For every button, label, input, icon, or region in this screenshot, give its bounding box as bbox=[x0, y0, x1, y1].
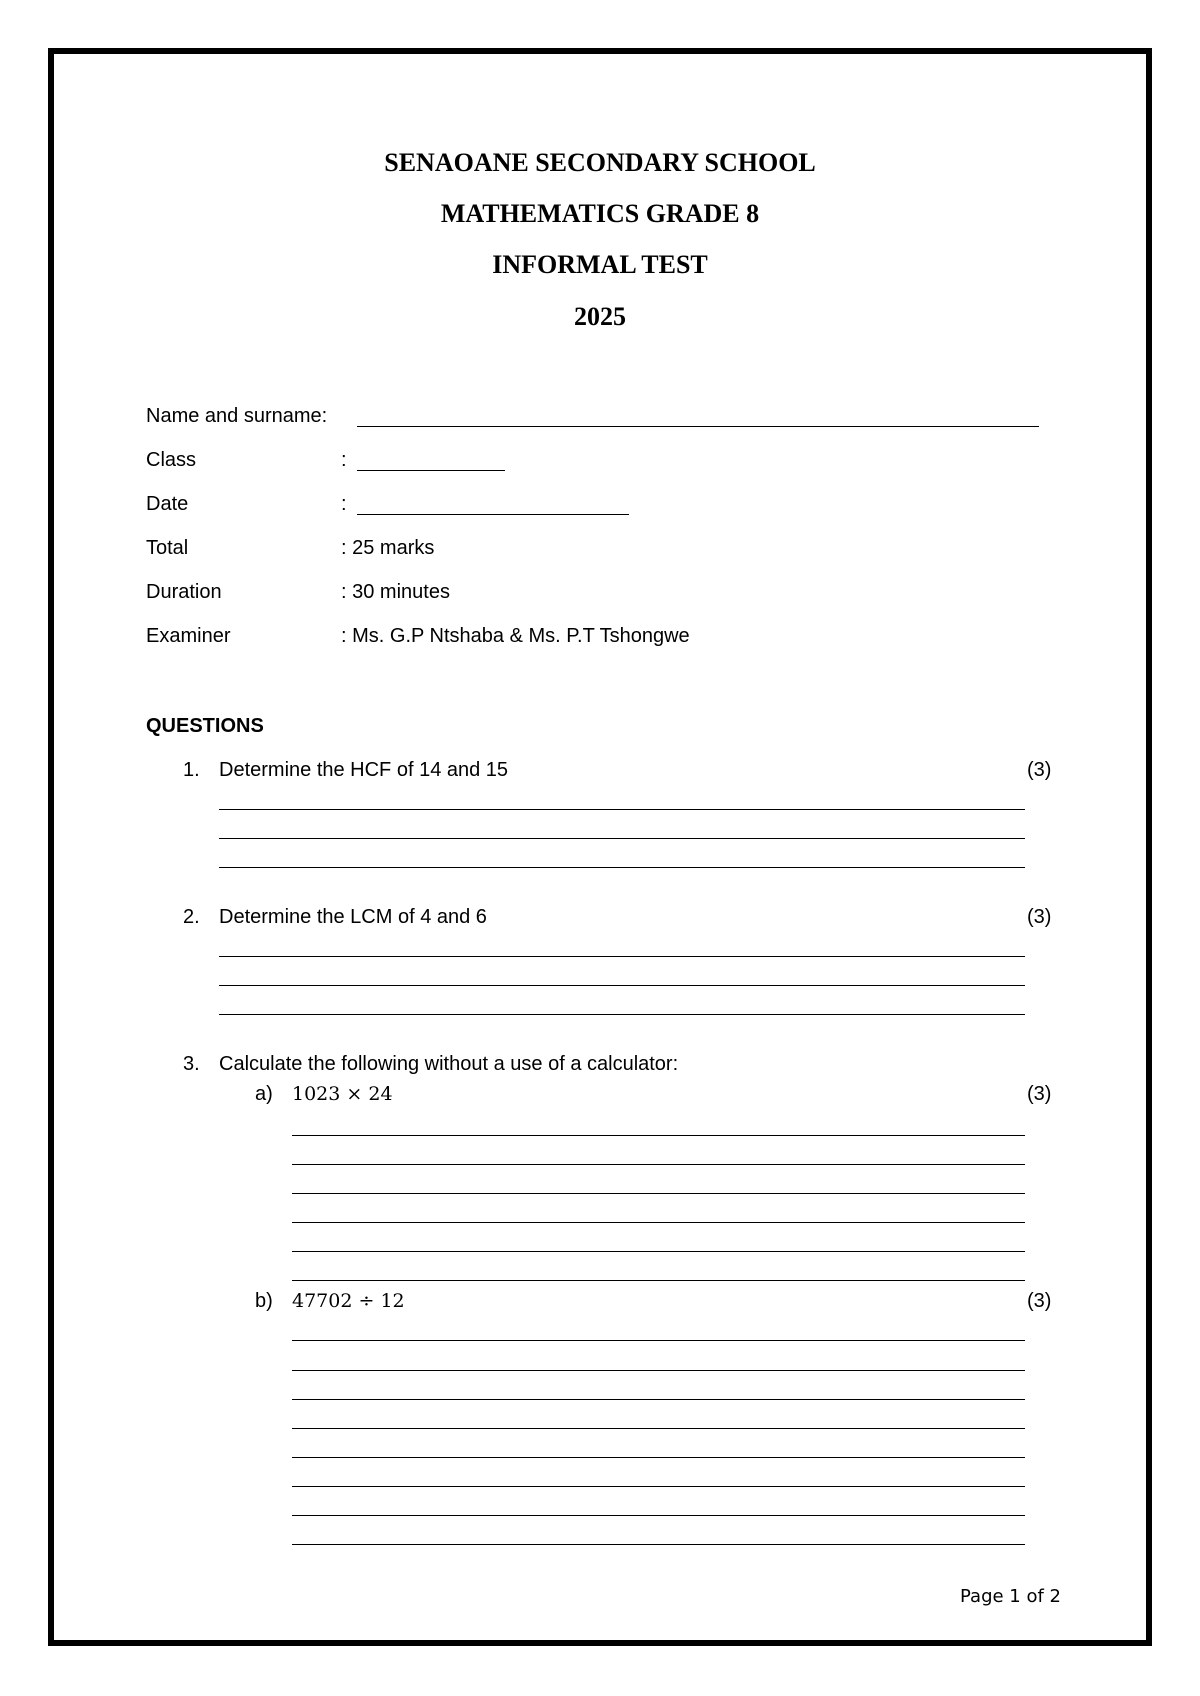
q1-number: 1. bbox=[183, 759, 200, 781]
answer-line[interactable] bbox=[292, 1457, 1025, 1458]
q1-text: Determine the HCF of 14 and 15 bbox=[219, 759, 509, 781]
q2-marks: (3) bbox=[1027, 906, 1052, 928]
answer-line[interactable] bbox=[292, 1486, 1025, 1487]
q3-number: 3. bbox=[183, 1053, 200, 1075]
date-field-line[interactable] bbox=[357, 514, 629, 515]
answer-line[interactable] bbox=[219, 838, 1025, 839]
q3a-marks: (3) bbox=[1027, 1083, 1052, 1105]
answer-line[interactable] bbox=[292, 1251, 1025, 1252]
answer-line[interactable] bbox=[219, 809, 1025, 810]
examiner-value: : Ms. G.P Ntshaba & Ms. P.T Tshongwe bbox=[341, 625, 690, 647]
answer-line[interactable] bbox=[292, 1340, 1025, 1341]
class-field-line[interactable] bbox=[357, 470, 505, 471]
name-label: Name and surname: bbox=[146, 405, 328, 427]
q3a-expression: 1023 × 24 bbox=[292, 1083, 393, 1105]
answer-line[interactable] bbox=[219, 867, 1025, 868]
name-field-line[interactable] bbox=[357, 426, 1039, 427]
answer-line[interactable] bbox=[292, 1515, 1025, 1516]
q3b-label: b) bbox=[255, 1290, 273, 1312]
total-label: Total bbox=[146, 537, 189, 559]
questions-heading: QUESTIONS bbox=[146, 715, 264, 737]
page-border bbox=[48, 48, 1152, 1646]
q3-text: Calculate the following without a use of a calculator: bbox=[219, 1053, 679, 1075]
answer-line[interactable] bbox=[292, 1193, 1025, 1194]
answer-line[interactable] bbox=[292, 1280, 1025, 1281]
answer-line[interactable] bbox=[219, 985, 1025, 986]
answer-line[interactable] bbox=[292, 1164, 1025, 1165]
duration-value: : 30 minutes bbox=[341, 581, 450, 603]
subject-title: MATHEMATICS GRADE 8 bbox=[440, 199, 760, 228]
answer-line[interactable] bbox=[292, 1544, 1025, 1545]
answer-line[interactable] bbox=[219, 956, 1025, 957]
answer-line[interactable] bbox=[292, 1135, 1025, 1136]
answer-line[interactable] bbox=[292, 1428, 1025, 1429]
duration-label: Duration bbox=[146, 581, 222, 603]
test-year: 2025 bbox=[574, 302, 626, 331]
test-type: INFORMAL TEST bbox=[492, 250, 708, 279]
date-colon: : bbox=[341, 493, 347, 515]
answer-line[interactable] bbox=[292, 1399, 1025, 1400]
class-label: Class bbox=[146, 449, 197, 471]
answer-line[interactable] bbox=[292, 1370, 1025, 1371]
answer-line[interactable] bbox=[219, 1014, 1025, 1015]
date-label: Date bbox=[146, 493, 189, 515]
q2-number: 2. bbox=[183, 906, 200, 928]
examiner-label: Examiner bbox=[146, 625, 231, 647]
q3a-label: a) bbox=[255, 1083, 273, 1105]
q1-marks: (3) bbox=[1027, 759, 1052, 781]
q2-text: Determine the LCM of 4 and 6 bbox=[219, 906, 487, 928]
total-value: : 25 marks bbox=[341, 537, 435, 559]
q3b-expression: 47702 ÷ 12 bbox=[292, 1290, 405, 1312]
answer-line[interactable] bbox=[292, 1222, 1025, 1223]
class-colon: : bbox=[341, 449, 347, 471]
school-name: SENAOANE SECONDARY SCHOOL bbox=[384, 148, 816, 177]
q3b-marks: (3) bbox=[1027, 1290, 1052, 1312]
page-number: Page 1 of 2 bbox=[960, 1586, 1061, 1607]
